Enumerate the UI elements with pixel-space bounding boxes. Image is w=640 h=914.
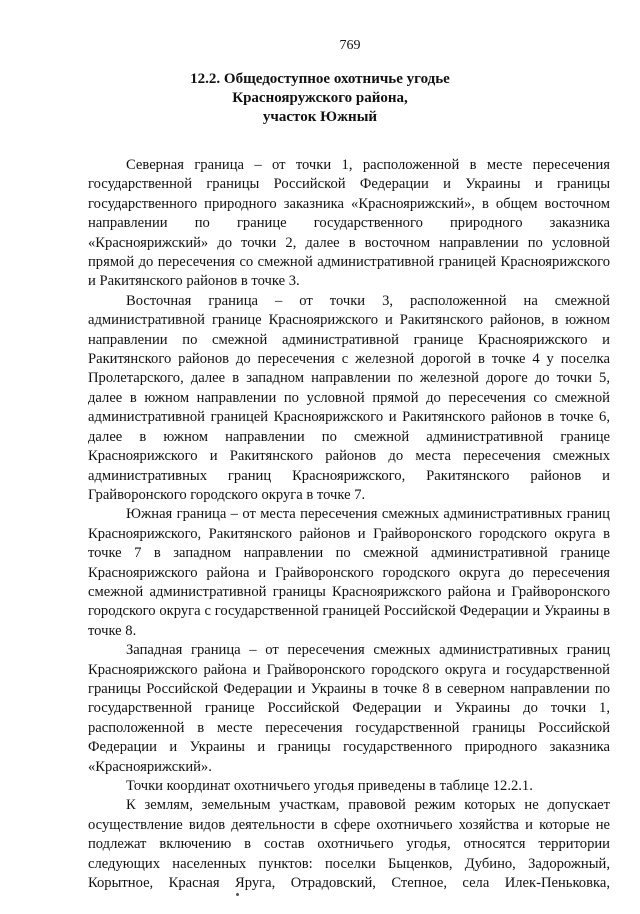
heading-line-2: Краснояружского района, bbox=[232, 90, 408, 106]
paragraph-north-border: Северная граница – от точки 1, расположенной в месте пересечения государственной границы Российской Федерации и Украины и границы государственного природного заказника «Красноярижский», в общем восточном направлении по границе государственного природного заказника «Красноярижский» до точки 2, далее в восточном направлении по условной прямой до пересечения со смежной административной границей Красноярижского и Ракитянского районов в точке 3. bbox=[88, 157, 610, 290]
paragraph-south-border: Южная граница – от места пересечения смежных административных границ Красноярижского, Ракитянского районов и Грайворонского городского округа в точке 7 в западном направлении по смежной административной границе Красноярижского района и Грайворонского городского округа до пересечения смежной административной границы Красноярижского района и Грайворонского городского округа с государственной границей Российской Федерации и Украины в точке 8. bbox=[88, 506, 610, 639]
body-text bbox=[88, 156, 610, 893]
paragraph-west-border: Западная граница – от пересечения смежных административных границ Красноярижского района и Грайворонского городского округа и государственной границы Российской Федерации и Украины в точке 8 в северном направлении по государственной границе Российской Федерации и Украины до точки 1, расположенной в месте пересечения государственной границы Российской Федерации и Украины и границы государственного природного заказника «Красноярижский». bbox=[88, 642, 610, 775]
scan-artifact bbox=[236, 893, 239, 896]
paragraph-coordinates-note: Точки координат охотничьего угодья приведены в таблице 12.2.1. bbox=[126, 778, 533, 794]
paragraph-east-border: Восточная граница – от точки 3, расположенной на смежной административной границе Красноярижского и Ракитянского районов, в южном направлении по смежной административной границе Красноярижского и Ракитянского районов до пересечения с железной дорогой в точке 4 у поселка Пролетарского, далее в западном направлении по железной дороге до точки 5, далее в южном направлении по условной прямой до пересечения со смежной административной границей Красноярижского и Ракитянского районов в точке 6, далее в южном направлении по смежной административной границе Красноярижского и Ракитянского районов до места пересечения смежных административных границ Красноярижского, Ракитянского районов и Грайворонского городского округа в точке 7. bbox=[88, 292, 610, 503]
paragraph-excluded-lands: К землям, земельным участкам, правовой режим которых не допускает осуществление видов деятельности в сфере охотничьего хозяйства и которые не подлежат включению в состав охотничьего угодья, относятся территории следующих населенных пунктов: поселки Быценков, Дубино, Задорожный, Корытное, Красная Яруга, Отрадовский, Степное, села Илек-Пеньковка, bbox=[88, 797, 610, 892]
heading-line-1: 12.2. Общедоступное охотничье угодье bbox=[190, 71, 450, 87]
page-number: 769 bbox=[339, 38, 361, 53]
section-heading bbox=[0, 70, 640, 127]
heading-line-3: участок Южный bbox=[262, 109, 378, 125]
